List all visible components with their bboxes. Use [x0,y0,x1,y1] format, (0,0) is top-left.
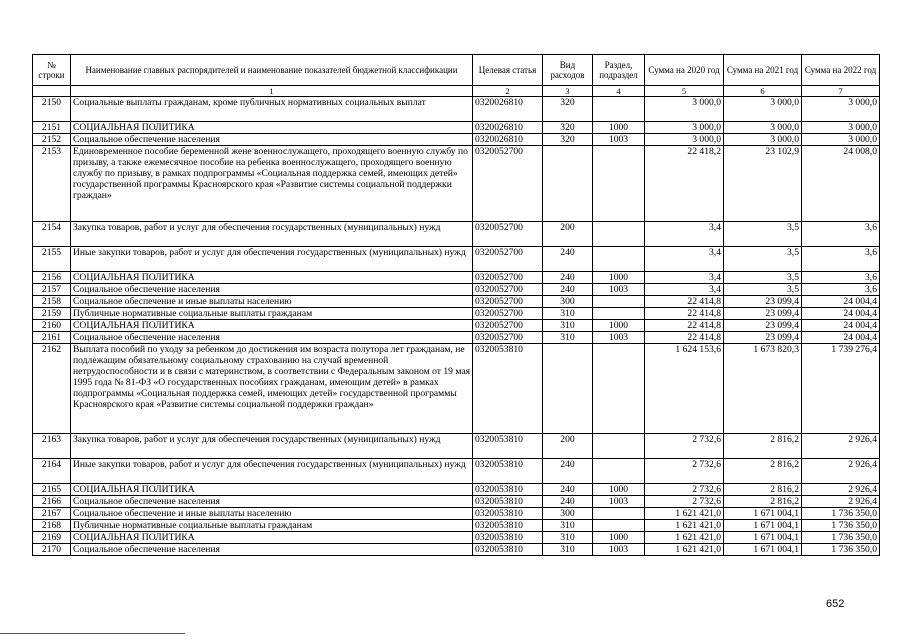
row-sum-2021: 1 671 004,1 [724,520,802,532]
row-expense-type: 320 [543,122,593,134]
header-sum-2020: Сумма на 2020 год [645,55,724,86]
row-section: 1003 [593,332,645,344]
row-target: 0320052700 [473,320,543,332]
row-number: 2163 [33,434,71,459]
row-expense-type [543,146,593,222]
row-sum-2021: 3 000,0 [724,122,802,134]
row-sum-2021: 23 099,4 [724,332,802,344]
row-expense-type: 240 [543,284,593,296]
row-name: Единовременное пособие беременной жене военнослужащего, проходящего военную службу по призыву, а также ежемесячное пособие на ребенка военнослужащего, проходящего военную службу по призыву, в рамках подпрограммы «Социальная поддержка семей, имеющих детей» государственной программы Красноярского края «Развитие системы социальной поддержки граждан» [71,146,473,222]
header-row-no: № строки [33,55,71,86]
table-row [33,459,880,484]
row-number: 2159 [33,308,71,320]
row-sum-2021: 3,5 [724,222,802,247]
row-number: 2152 [33,134,71,146]
header-name: Наименование главных распорядителей и наименование показателей бюджетной классификации [71,55,473,86]
budget-table [32,54,880,556]
row-name: Социальное обеспечение и иные выплаты населению [71,296,473,308]
row-sum-2020: 22 414,8 [645,320,724,332]
row-sum-2020: 1 624 153,6 [645,344,724,434]
row-section [593,508,645,520]
header-target: Целевая статья [473,55,543,86]
row-target: 0320053810 [473,496,543,508]
row-sum-2021: 1 671 004,1 [724,508,802,520]
row-section: 1003 [593,544,645,556]
row-sum-2021: 3,5 [724,284,802,296]
row-section: 1000 [593,122,645,134]
row-number: 2150 [33,97,71,122]
row-sum-2020: 3 000,0 [645,97,724,122]
row-name: Иные закупки товаров, работ и услуг для обеспечения государственных (муниципальных) нужд [71,247,473,272]
row-name: Иные закупки товаров, работ и услуг для обеспечения государственных (муниципальных) нужд [71,459,473,484]
row-sum-2020: 3 000,0 [645,134,724,146]
table-row [33,222,880,247]
row-sum-2021: 1 671 004,1 [724,532,802,544]
row-sum-2021: 3,5 [724,272,802,284]
row-sum-2020: 22 414,8 [645,332,724,344]
col-number: 6 [724,86,802,97]
row-number: 2165 [33,484,71,496]
row-expense-type: 310 [543,332,593,344]
table-row [33,272,880,284]
row-section [593,296,645,308]
row-sum-2020: 3,4 [645,247,724,272]
row-sum-2021: 2 816,2 [724,434,802,459]
table-row [33,508,880,520]
row-sum-2021: 23 099,4 [724,296,802,308]
row-sum-2020: 2 732,6 [645,434,724,459]
row-target: 0320053810 [473,532,543,544]
row-sum-2021: 23 099,4 [724,308,802,320]
row-name: СОЦИАЛЬНАЯ ПОЛИТИКА [71,272,473,284]
row-sum-2020: 1 621 421,0 [645,532,724,544]
row-sum-2022: 3 000,0 [802,122,880,134]
row-name: Социальные выплаты гражданам, кроме публичных нормативных социальных выплат [71,97,473,122]
row-number: 2170 [33,544,71,556]
row-target: 0320052700 [473,146,543,222]
row-sum-2021: 23 102,9 [724,146,802,222]
row-expense-type: 240 [543,496,593,508]
row-section [593,459,645,484]
row-section: 1003 [593,496,645,508]
row-sum-2022: 3 000,0 [802,134,880,146]
row-target: 0320026810 [473,134,543,146]
row-number: 2167 [33,508,71,520]
table-row [33,520,880,532]
row-section: 1000 [593,484,645,496]
row-target: 0320053810 [473,344,543,434]
column-number-row [33,86,880,97]
row-sum-2022: 24 004,4 [802,296,880,308]
row-name: Выплата пособий по уходу за ребенком до достижения им возраста полутора лет гражданам, не подлежащим обязательному социальному страхованию на случай временной нетрудоспособности и в связи с материнством, в соответствии с Федеральным законом от 19 мая 1995 года № 81-ФЗ «О государственных пособиях гражданам, имеющим детей» в рамках подпрограммы «Социальная поддержка семей, имеющих детей» государственной программы Красноярского края «Развитие системы социальной поддержки граждан» [71,344,473,434]
table-row [33,284,880,296]
table-row [33,134,880,146]
row-expense-type: 240 [543,484,593,496]
row-sum-2020: 3,4 [645,272,724,284]
row-target: 0320053810 [473,544,543,556]
row-sum-2022: 24 004,4 [802,320,880,332]
row-number: 2166 [33,496,71,508]
row-name: Публичные нормативные социальные выплаты гражданам [71,520,473,532]
row-number: 2151 [33,122,71,134]
row-sum-2022: 3 000,0 [802,97,880,122]
row-section [593,434,645,459]
row-sum-2022: 1 736 350,0 [802,508,880,520]
row-sum-2020: 2 732,6 [645,459,724,484]
row-name: Социальное обеспечение населения [71,496,473,508]
row-target: 0320052700 [473,284,543,296]
row-name: СОЦИАЛЬНАЯ ПОЛИТИКА [71,532,473,544]
row-expense-type: 310 [543,520,593,532]
row-target: 0320052700 [473,222,543,247]
footer-rule [0,633,185,634]
col-number: 5 [645,86,724,97]
header-section: Раздел, подраздел [593,55,645,86]
row-sum-2022: 24 008,0 [802,146,880,222]
row-number: 2169 [33,532,71,544]
row-sum-2021: 1 671 004,1 [724,544,802,556]
row-number: 2155 [33,247,71,272]
row-sum-2022: 2 926,4 [802,434,880,459]
row-number: 2154 [33,222,71,247]
row-sum-2022: 3,6 [802,222,880,247]
row-target: 0320052700 [473,332,543,344]
row-expense-type: 320 [543,97,593,122]
row-sum-2022: 2 926,4 [802,459,880,484]
row-target: 0320053810 [473,459,543,484]
table-row [33,532,880,544]
row-sum-2021: 3 000,0 [724,97,802,122]
row-sum-2022: 2 926,4 [802,484,880,496]
col-number: 1 [71,86,473,97]
row-sum-2020: 22 414,8 [645,308,724,320]
row-section [593,97,645,122]
row-target: 0320052700 [473,308,543,320]
header-expense-type: Вид расходов [543,55,593,86]
row-target: 0320053810 [473,434,543,459]
table-row [33,496,880,508]
row-number: 2162 [33,344,71,434]
row-number: 2168 [33,520,71,532]
row-section [593,520,645,532]
row-target: 0320026810 [473,122,543,134]
row-target: 0320052700 [473,272,543,284]
row-number: 2161 [33,332,71,344]
row-sum-2022: 24 004,4 [802,332,880,344]
row-expense-type: 200 [543,434,593,459]
header-sum-2022: Сумма на 2022 год [802,55,880,86]
row-expense-type: 310 [543,320,593,332]
row-name: Закупка товаров, работ и услуг для обеспечения государственных (муниципальных) нужд [71,434,473,459]
row-expense-type [543,344,593,434]
row-sum-2022: 1 736 350,0 [802,520,880,532]
row-name: Социальное обеспечение населения [71,134,473,146]
row-number: 2164 [33,459,71,484]
row-section [593,222,645,247]
col-number: 4 [593,86,645,97]
row-sum-2021: 2 816,2 [724,459,802,484]
row-name: Публичные нормативные социальные выплаты гражданам [71,308,473,320]
row-sum-2022: 3,6 [802,272,880,284]
row-sum-2021: 2 816,2 [724,496,802,508]
row-sum-2022: 3,6 [802,284,880,296]
row-number: 2156 [33,272,71,284]
table-row [33,320,880,332]
row-sum-2020: 22 414,8 [645,296,724,308]
row-target: 0320053810 [473,520,543,532]
row-expense-type: 300 [543,508,593,520]
row-expense-type: 240 [543,247,593,272]
row-number: 2160 [33,320,71,332]
row-sum-2022: 1 736 350,0 [802,532,880,544]
table-row [33,484,880,496]
row-sum-2022: 1 739 276,4 [802,344,880,434]
row-name: СОЦИАЛЬНАЯ ПОЛИТИКА [71,484,473,496]
row-section: 1000 [593,532,645,544]
row-name: Социальное обеспечение населения [71,284,473,296]
row-section [593,344,645,434]
row-sum-2020: 1 621 421,0 [645,520,724,532]
row-expense-type: 300 [543,296,593,308]
table-row [33,308,880,320]
row-number: 2157 [33,284,71,296]
row-expense-type: 310 [543,544,593,556]
row-sum-2020: 3 000,0 [645,122,724,134]
table-row [33,146,880,222]
row-target: 0320053810 [473,508,543,520]
row-target: 0320052700 [473,247,543,272]
row-sum-2020: 3,4 [645,222,724,247]
row-expense-type: 310 [543,532,593,544]
row-section: 1003 [593,284,645,296]
row-section [593,247,645,272]
row-sum-2022: 3,6 [802,247,880,272]
row-sum-2022: 1 736 350,0 [802,544,880,556]
table-row [33,122,880,134]
row-expense-type: 310 [543,308,593,320]
row-expense-type: 240 [543,459,593,484]
table-row [33,247,880,272]
row-name: Закупка товаров, работ и услуг для обеспечения государственных (муниципальных) нужд [71,222,473,247]
row-sum-2020: 2 732,6 [645,484,724,496]
row-section: 1000 [593,320,645,332]
row-target: 0320052700 [473,296,543,308]
row-sum-2020: 22 418,2 [645,146,724,222]
table-row [33,344,880,434]
page-number: 652 [826,598,845,610]
table-row [33,544,880,556]
row-section: 1003 [593,134,645,146]
table-row [33,434,880,459]
row-section [593,146,645,222]
row-sum-2021: 1 673 820,3 [724,344,802,434]
row-sum-2021: 3,5 [724,247,802,272]
row-sum-2021: 2 816,2 [724,484,802,496]
row-name: Социальное обеспечение населения [71,332,473,344]
row-expense-type: 200 [543,222,593,247]
row-sum-2022: 2 926,4 [802,496,880,508]
row-sum-2022: 24 004,4 [802,308,880,320]
row-sum-2020: 3,4 [645,284,724,296]
row-expense-type: 240 [543,272,593,284]
row-section [593,308,645,320]
row-sum-2021: 3 000,0 [724,134,802,146]
row-number: 2153 [33,146,71,222]
row-name: Социальное обеспечение и иные выплаты населению [71,508,473,520]
table-row [33,332,880,344]
row-sum-2020: 1 621 421,0 [645,508,724,520]
table-row [33,296,880,308]
col-number [33,86,71,97]
col-number: 2 [473,86,543,97]
row-name: СОЦИАЛЬНАЯ ПОЛИТИКА [71,122,473,134]
row-expense-type: 320 [543,134,593,146]
header-row [33,55,880,86]
row-name: СОЦИАЛЬНАЯ ПОЛИТИКА [71,320,473,332]
row-number: 2158 [33,296,71,308]
header-sum-2021: Сумма на 2021 год [724,55,802,86]
row-target: 0320026810 [473,97,543,122]
row-section: 1000 [593,272,645,284]
row-sum-2020: 1 621 421,0 [645,544,724,556]
col-number: 7 [802,86,880,97]
table-body [33,97,880,556]
row-sum-2021: 23 099,4 [724,320,802,332]
table-row [33,97,880,122]
col-number: 3 [543,86,593,97]
row-target: 0320053810 [473,484,543,496]
row-name: Социальное обеспечение населения [71,544,473,556]
row-sum-2020: 2 732,6 [645,496,724,508]
